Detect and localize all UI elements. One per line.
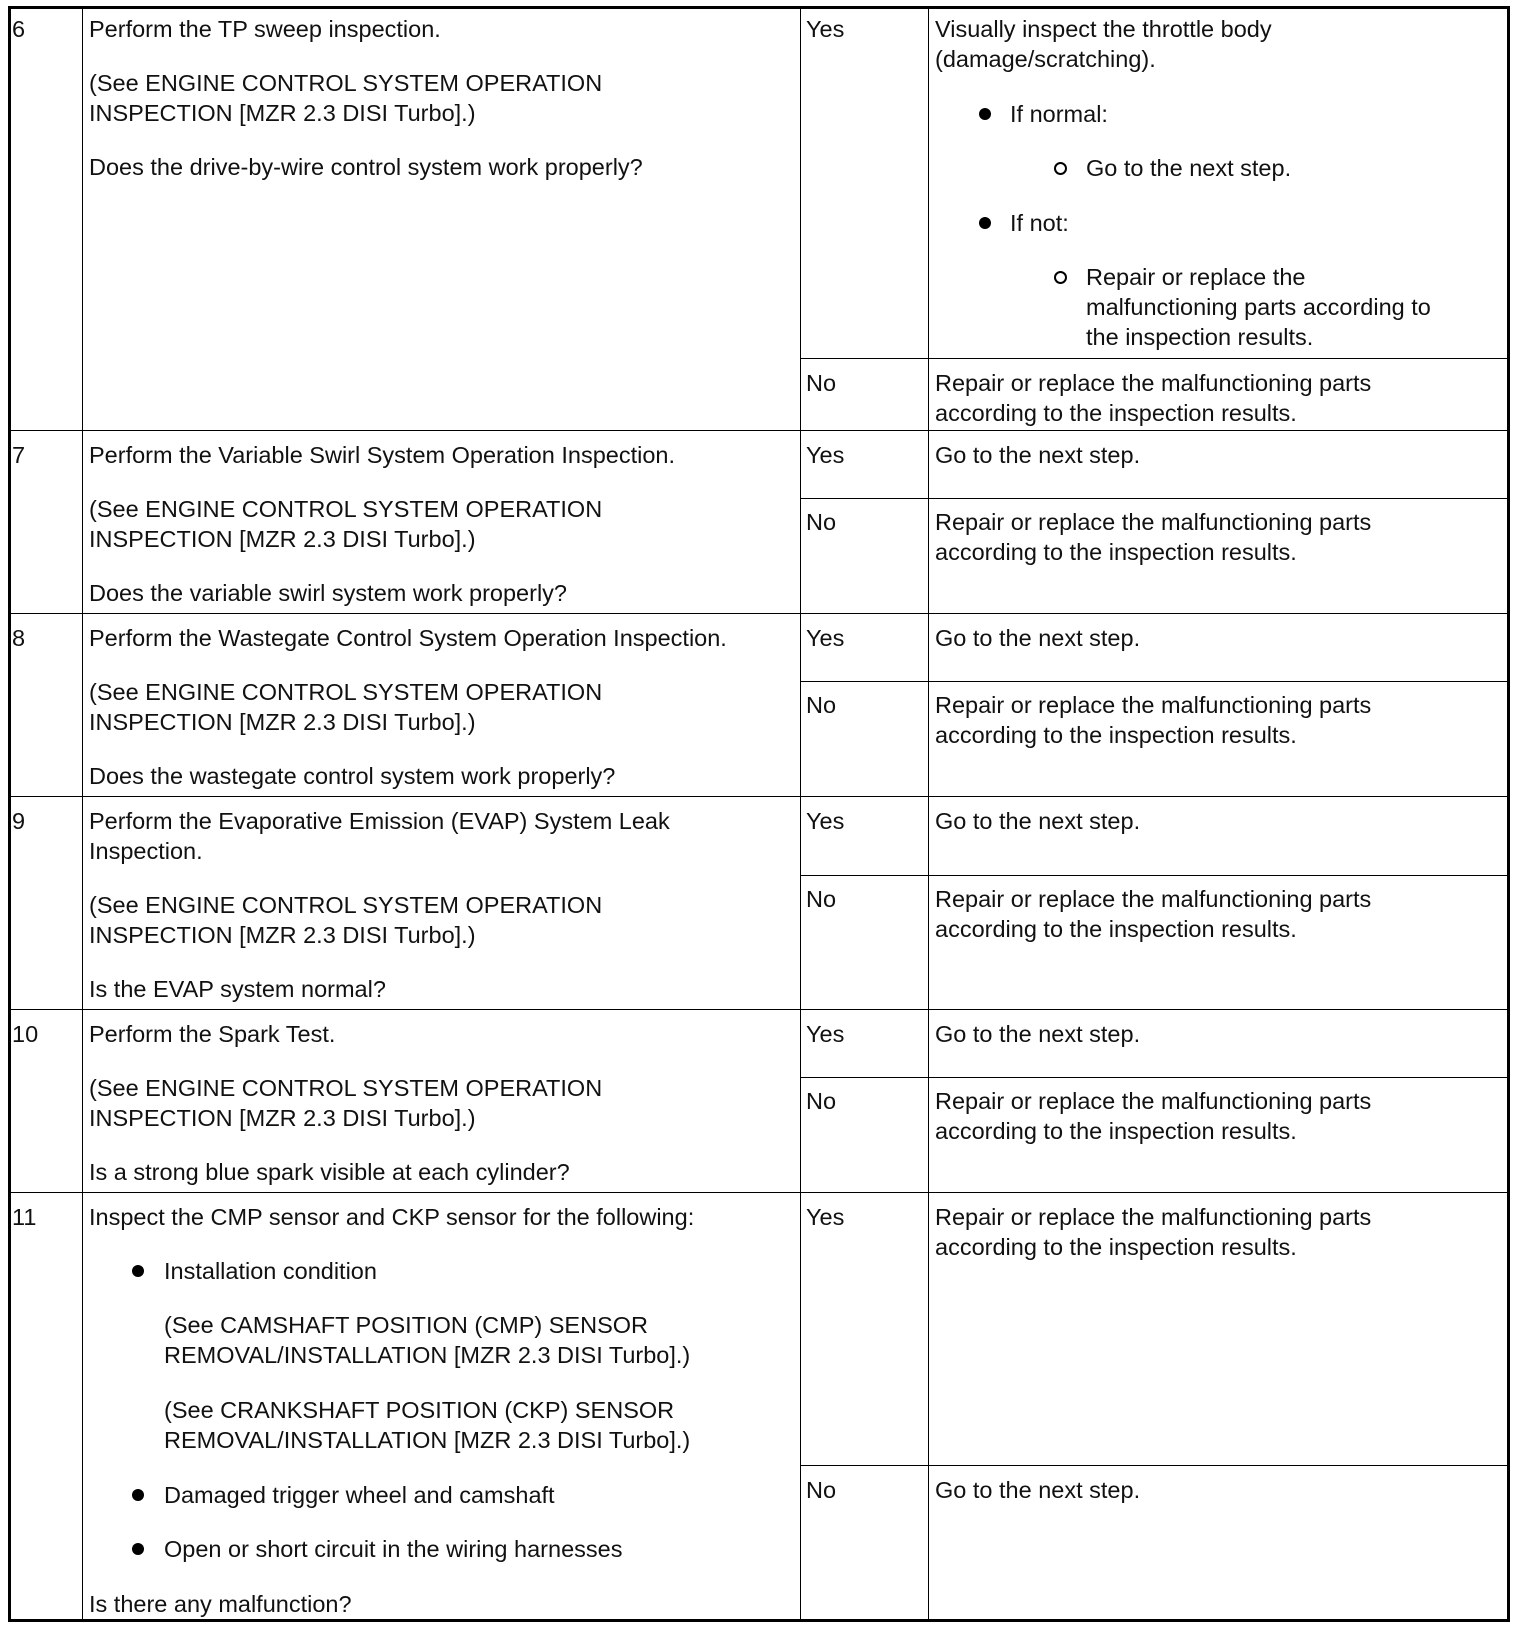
no-label: No: [806, 370, 837, 396]
action-question: Does the variable swirl system work properly?: [89, 580, 567, 606]
bullet-icon: [979, 108, 991, 120]
row-divider: [8, 430, 1510, 431]
action-question: Is there any malfunction?: [89, 1591, 352, 1617]
action-reference: INSPECTION [MZR 2.3 DISI Turbo].): [89, 100, 476, 126]
action-reference: (See CRANKSHAFT POSITION (CKP) SENSOR: [164, 1397, 675, 1423]
no-result: Repair or replace the malfunctioning parts: [935, 886, 1372, 912]
row-divider: [8, 613, 1510, 614]
action-reference: INSPECTION [MZR 2.3 DISI Turbo].): [89, 1105, 476, 1131]
no-result: according to the inspection results.: [935, 722, 1297, 748]
action-question: Is the EVAP system normal?: [89, 976, 386, 1002]
row-divider: [8, 1009, 1510, 1010]
yes-no-divider: [800, 498, 1510, 499]
no-label: No: [806, 509, 837, 535]
col-divider-2: [800, 6, 801, 1622]
action-reference: REMOVAL/INSTALLATION [MZR 2.3 DISI Turbo].): [164, 1427, 691, 1453]
condition-label: If not:: [1010, 210, 1069, 236]
yes-label: Yes: [806, 16, 845, 42]
action-reference: (See ENGINE CONTROL SYSTEM OPERATION: [89, 496, 603, 522]
yes-no-divider: [800, 875, 1510, 876]
yes-no-divider: [800, 358, 1510, 359]
row-divider: [8, 1192, 1510, 1193]
condition-result: Go to the next step.: [1086, 155, 1292, 181]
action-question: Does the drive-by-wire control system work properly?: [89, 154, 643, 180]
condition-result: the inspection results.: [1086, 324, 1314, 350]
condition-result: malfunctioning parts according to: [1086, 294, 1431, 320]
step-number: 9: [12, 808, 26, 834]
yes-result: Visually inspect the throttle body: [935, 16, 1272, 42]
action-text: Perform the TP sweep inspection.: [89, 16, 441, 42]
step-number: 6: [12, 16, 26, 42]
bullet-icon: [979, 217, 991, 229]
no-label: No: [806, 886, 837, 912]
row-divider: [8, 796, 1510, 797]
yes-result: (damage/scratching).: [935, 46, 1156, 72]
no-result: Go to the next step.: [935, 1477, 1141, 1503]
no-result: according to the inspection results.: [935, 400, 1297, 426]
yes-label: Yes: [806, 625, 845, 651]
bullet-icon: [132, 1489, 144, 1501]
inspection-item: Installation condition: [164, 1258, 377, 1284]
no-result: according to the inspection results.: [935, 1118, 1297, 1144]
no-result: Repair or replace the malfunctioning parts: [935, 692, 1372, 718]
action-reference: (See ENGINE CONTROL SYSTEM OPERATION: [89, 679, 603, 705]
bullet-icon: [132, 1543, 144, 1555]
yes-result: Repair or replace the malfunctioning parts: [935, 1204, 1372, 1230]
action-reference: (See ENGINE CONTROL SYSTEM OPERATION: [89, 892, 603, 918]
no-result: Repair or replace the malfunctioning parts: [935, 509, 1372, 535]
yes-label: Yes: [806, 1204, 845, 1230]
step-number: 7: [12, 442, 26, 468]
condition-result: Repair or replace the: [1086, 264, 1306, 290]
action-reference: INSPECTION [MZR 2.3 DISI Turbo].): [89, 922, 476, 948]
action-question: Is a strong blue spark visible at each cylinder?: [89, 1159, 570, 1185]
bullet-icon: [132, 1265, 144, 1277]
action-reference: INSPECTION [MZR 2.3 DISI Turbo].): [89, 709, 476, 735]
step-number: 8: [12, 625, 26, 651]
action-reference: (See ENGINE CONTROL SYSTEM OPERATION: [89, 70, 603, 96]
no-result: according to the inspection results.: [935, 539, 1297, 565]
action-text: Inspection.: [89, 838, 203, 864]
yes-label: Yes: [806, 442, 845, 468]
inspection-item: Open or short circuit in the wiring harnesses: [164, 1536, 623, 1562]
action-reference: INSPECTION [MZR 2.3 DISI Turbo].): [89, 526, 476, 552]
circle-bullet-icon: [1054, 271, 1067, 284]
yes-result: Go to the next step.: [935, 625, 1141, 651]
action-text: Perform the Wastegate Control System Operation Inspection.: [89, 625, 727, 651]
action-text: Perform the Variable Swirl System Operation Inspection.: [89, 442, 676, 468]
no-result: Repair or replace the malfunctioning parts: [935, 1088, 1372, 1114]
yes-no-divider: [800, 681, 1510, 682]
step-number: 10: [12, 1021, 39, 1047]
yes-result: Go to the next step.: [935, 1021, 1141, 1047]
condition-label: If normal:: [1010, 101, 1108, 127]
yes-result: according to the inspection results.: [935, 1234, 1297, 1260]
no-label: No: [806, 1088, 837, 1114]
action-text: Perform the Evaporative Emission (EVAP) System Leak: [89, 808, 670, 834]
yes-label: Yes: [806, 808, 845, 834]
action-question: Does the wastegate control system work properly?: [89, 763, 616, 789]
no-result: Repair or replace the malfunctioning parts: [935, 370, 1372, 396]
no-label: No: [806, 692, 837, 718]
action-reference: REMOVAL/INSTALLATION [MZR 2.3 DISI Turbo].): [164, 1342, 691, 1368]
action-reference: (See ENGINE CONTROL SYSTEM OPERATION: [89, 1075, 603, 1101]
no-result: according to the inspection results.: [935, 916, 1297, 942]
step-number: 11: [12, 1204, 37, 1230]
action-reference: (See CAMSHAFT POSITION (CMP) SENSOR: [164, 1312, 648, 1338]
no-label: No: [806, 1477, 837, 1503]
inspection-item: Damaged trigger wheel and camshaft: [164, 1482, 555, 1508]
yes-label: Yes: [806, 1021, 845, 1047]
yes-no-divider: [800, 1077, 1510, 1078]
yes-no-divider: [800, 1465, 1510, 1466]
circle-bullet-icon: [1054, 162, 1067, 175]
yes-result: Go to the next step.: [935, 808, 1141, 834]
col-divider-3: [928, 6, 929, 1622]
yes-result: Go to the next step.: [935, 442, 1141, 468]
action-text: Inspect the CMP sensor and CKP sensor for the following:: [89, 1204, 695, 1230]
col-divider-1: [82, 6, 83, 1622]
action-text: Perform the Spark Test.: [89, 1021, 336, 1047]
